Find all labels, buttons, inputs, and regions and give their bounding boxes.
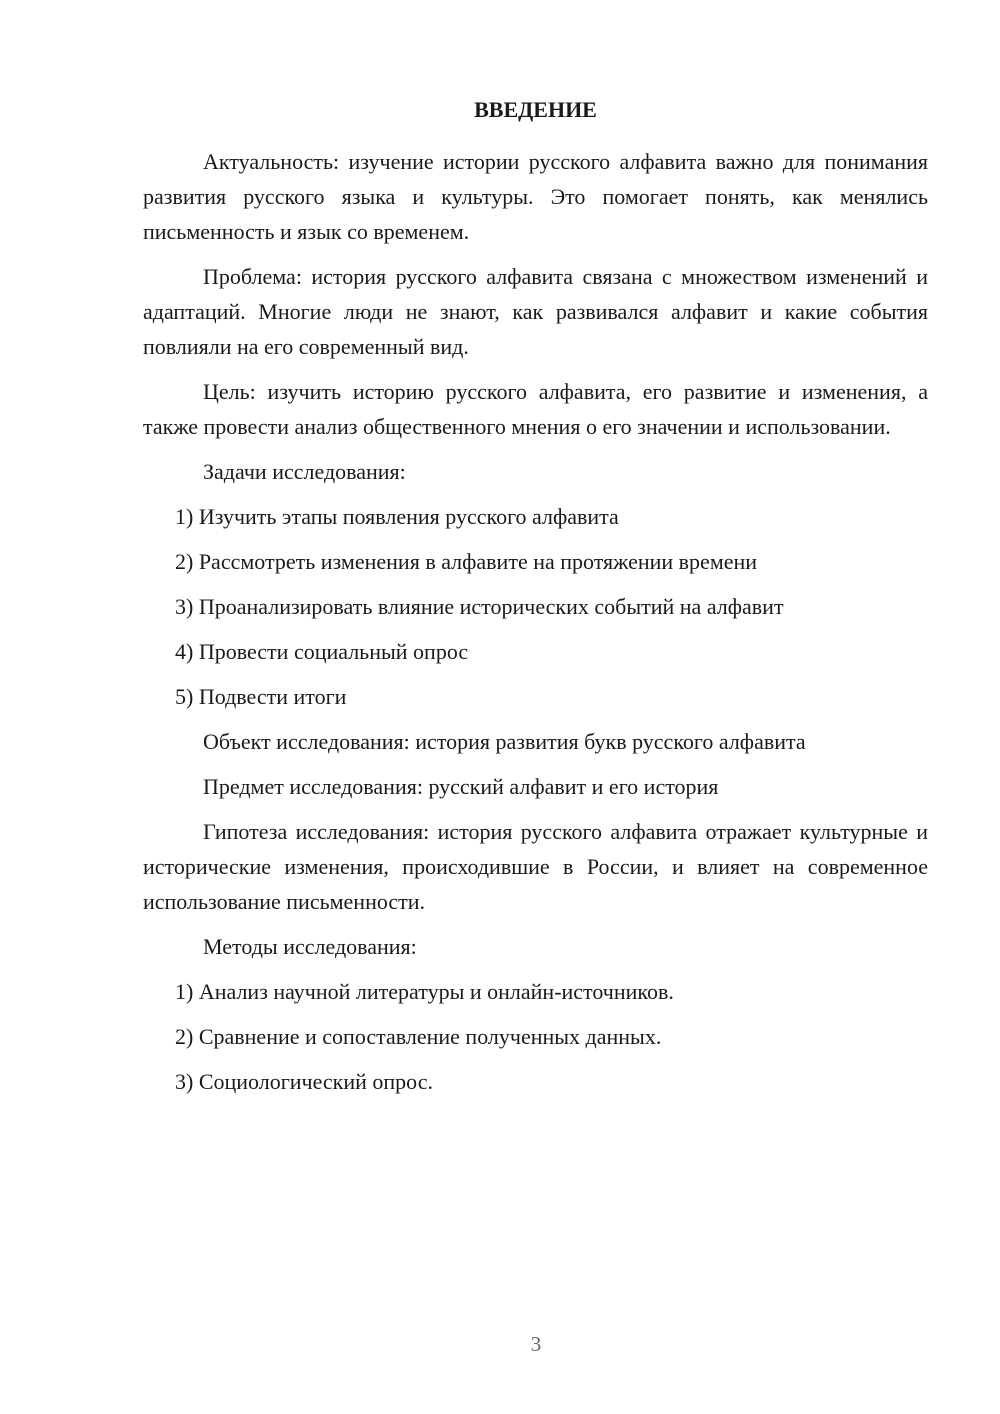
hypothesis-paragraph: Гипотеза исследования: история русского алфавита отражает культурные и исторические изменения, происходившие в России, и влияет на современное использование письменности. (143, 819, 928, 914)
task-item: 2) Рассмотреть изменения в алфавите на протяжении времени (175, 549, 758, 574)
methods-title: Методы исследования: (203, 934, 417, 959)
method-item: 1) Анализ научной литературы и онлайн-источников. (175, 979, 674, 1004)
task-item: 4) Провести социальный опрос (175, 639, 469, 664)
subject-paragraph: Предмет исследования: русский алфавит и его история (203, 774, 719, 799)
tasks-title: Задачи исследования: (203, 459, 406, 484)
goal-paragraph: Цель: изучить историю русского алфавита, его развитие и изменения, а также провести анализ общественного мнения о его значении и использовании. (143, 379, 928, 439)
task-item: 5) Подвести итоги (175, 684, 347, 709)
section-heading: ВВЕДЕНИЕ (474, 97, 597, 122)
object-paragraph: Объект исследования: история развития букв русского алфавита (203, 729, 806, 754)
method-item: 2) Сравнение и сопоставление полученных данных. (175, 1024, 662, 1049)
relevance-paragraph: Актуальность: изучение истории русского алфавита важно для понимания развития русского языка и культуры. Это помогает понять, как менялись письменность и язык со временем. (143, 149, 928, 244)
task-item: 1) Изучить этапы появления русского алфавита (175, 504, 619, 529)
problem-paragraph: Проблема: история русского алфавита связана с множеством изменений и адаптаций. Многие люди не знают, как развивался алфавит и какие события повлияли на его современный вид. (143, 264, 928, 359)
method-item: 3) Социологический опрос. (175, 1069, 433, 1094)
page-content (143, 92, 928, 1109)
task-item: 3) Проанализировать влияние исторических событий на алфавит (175, 594, 784, 619)
page-number: 3 (530, 1332, 542, 1356)
